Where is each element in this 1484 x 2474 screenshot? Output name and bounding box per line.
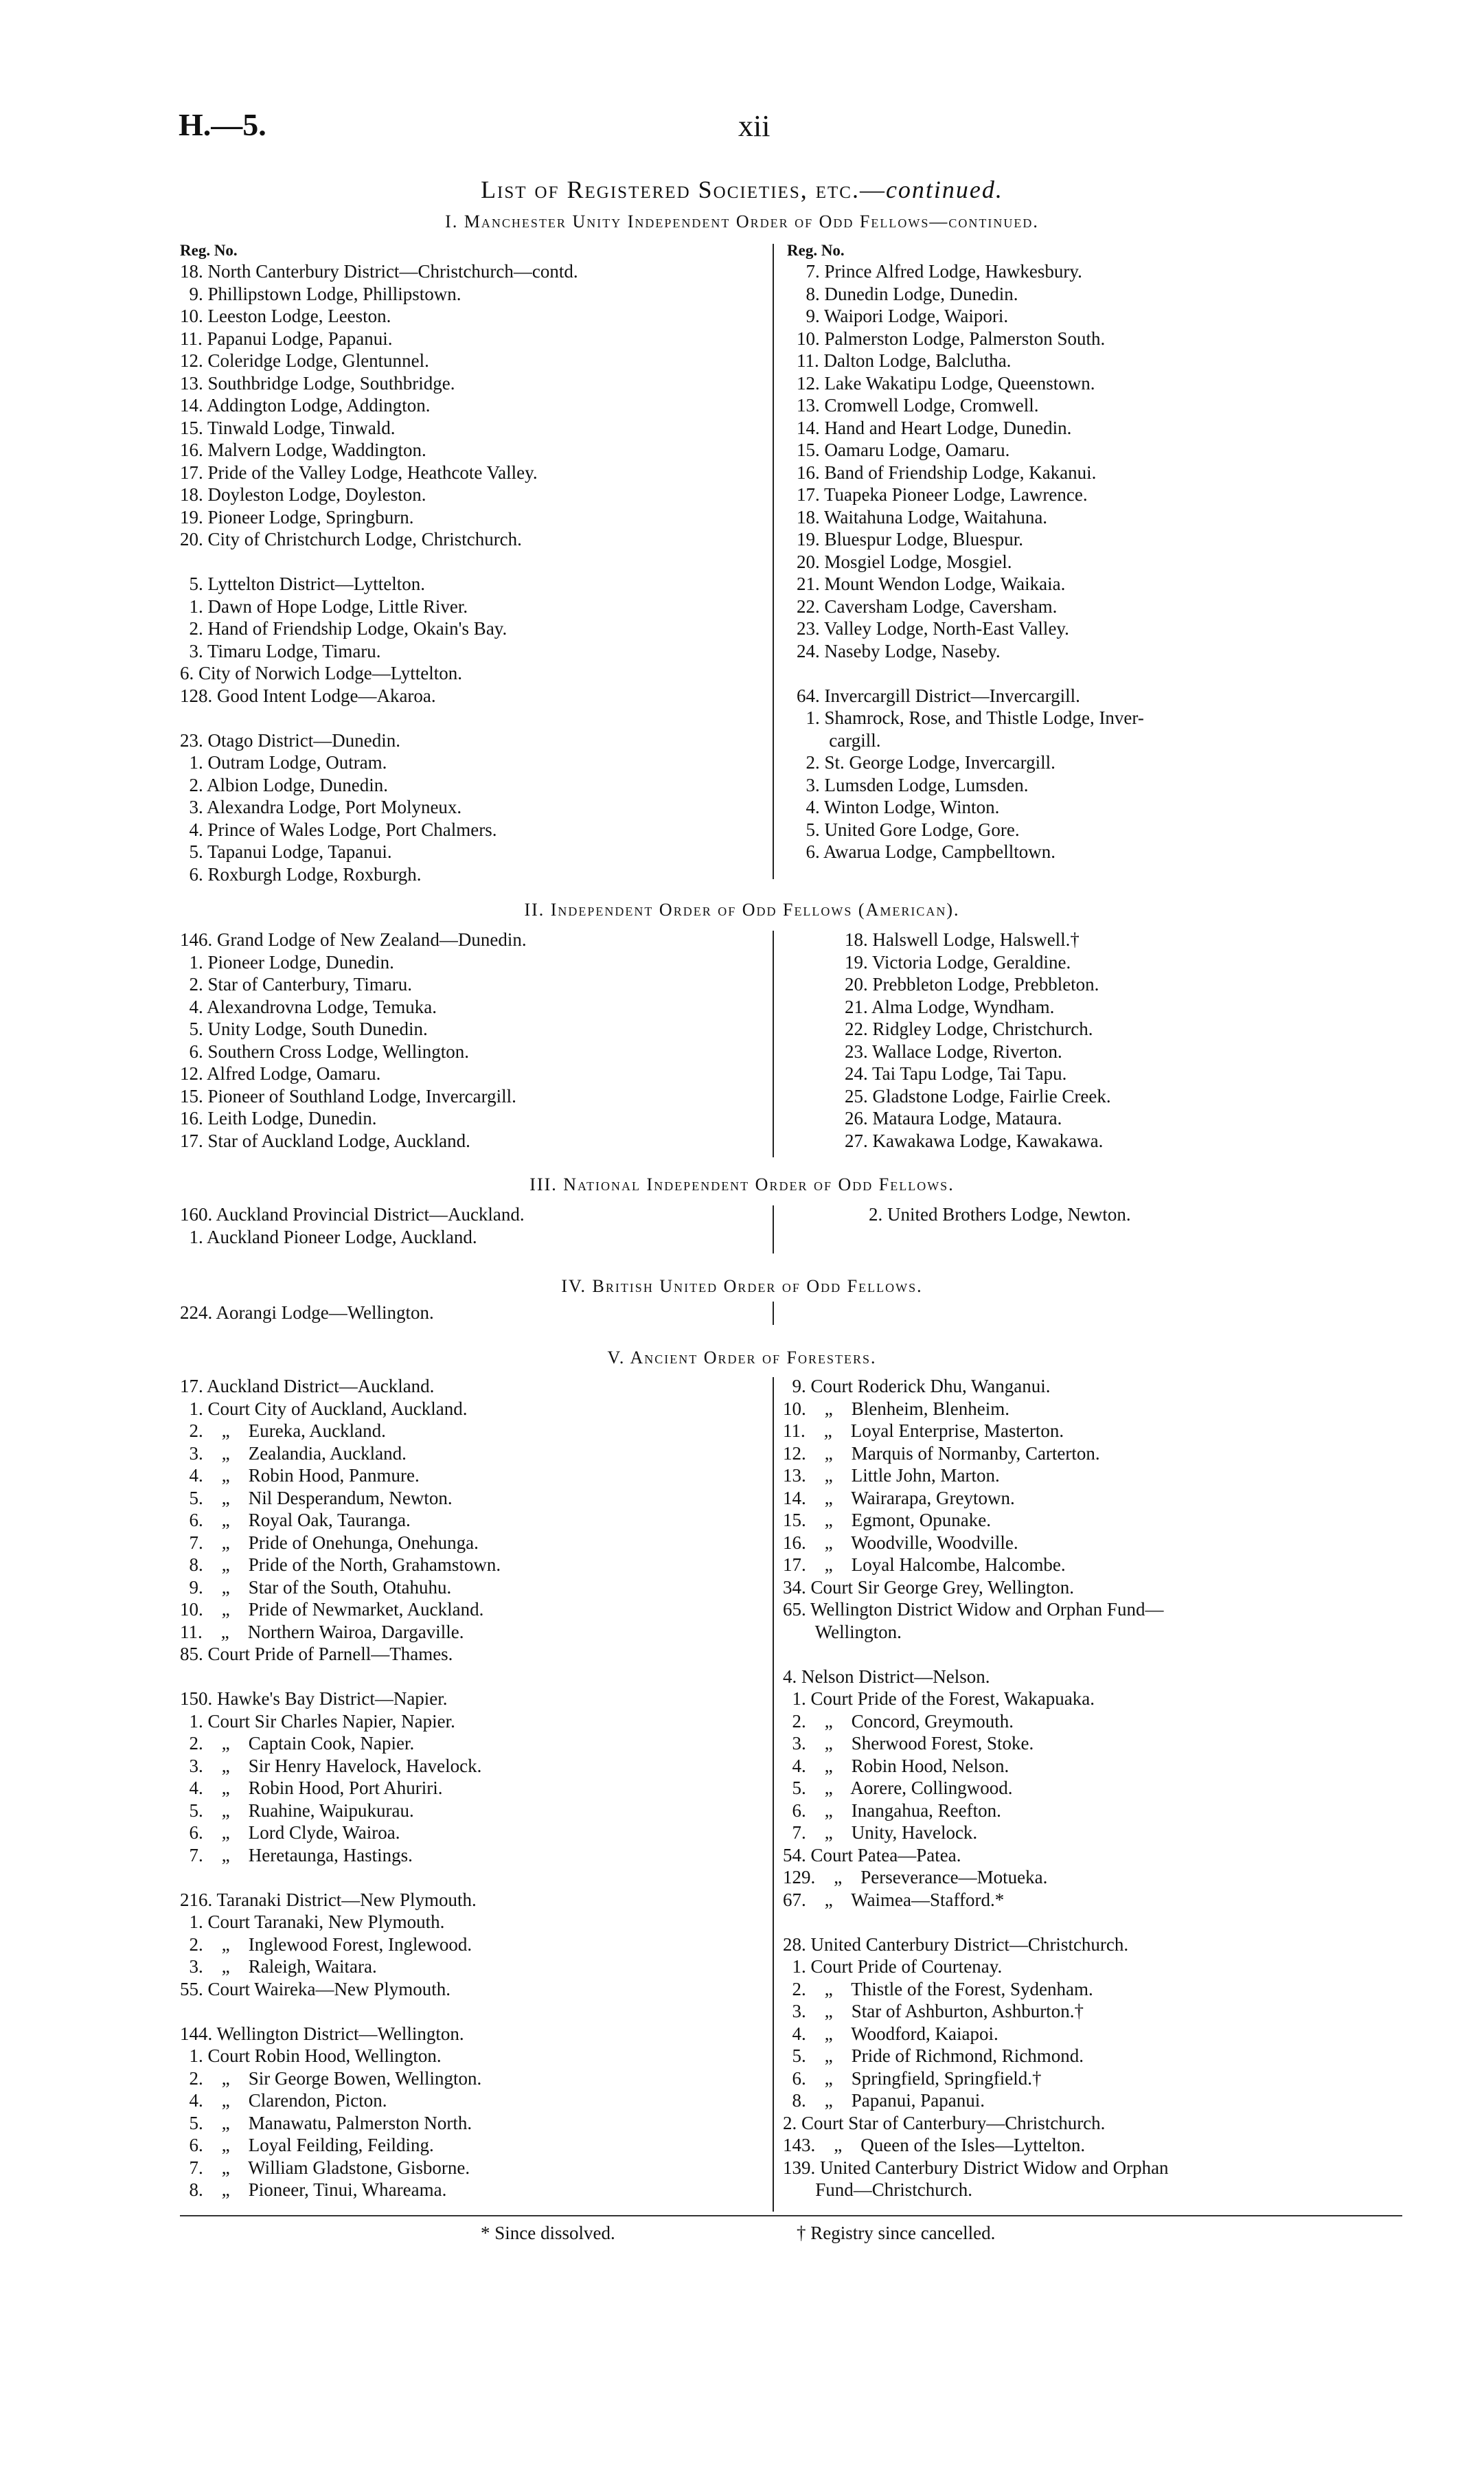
list-item: 5. Tapanui Lodge, Tapanui. (180, 841, 392, 862)
list-item: 4. „ Robin Hood, Nelson. (783, 1755, 1009, 1776)
list-item: 1. Court Robin Hood, Wellington. (180, 2045, 442, 2066)
list-item: 3. Lumsden Lodge, Lumsden. (797, 774, 1029, 795)
list-item (783, 1911, 1169, 1933)
list-item: 129. „ Perseverance—Motueka. (783, 1867, 1048, 1887)
document-reference: H.—5. (179, 107, 266, 142)
list-item: 65. Wellington District Widow and Orphan Fund— (783, 1599, 1164, 1620)
list-item: 9. Court Roderick Dhu, Wanganui. (783, 1376, 1051, 1396)
list-item: 24. Naseby Lodge, Naseby. (797, 640, 1001, 661)
list-item: 16. Band of Friendship Lodge, Kakanui. (797, 462, 1097, 483)
list-item: 14. Addington Lodge, Addington. (180, 395, 431, 416)
list-item: 6. „ Springfield, Springfield.† (783, 2067, 1042, 2089)
list-item: 5. Unity Lodge, South Dunedin. (180, 1019, 428, 1039)
list-item: 6. Awarua Lodge, Campbelltown. (797, 841, 1055, 862)
list-item: 6. Southern Cross Lodge, Wellington. (180, 1041, 470, 1062)
list-item: 21. Mount Wendon Lodge, Waikaia. (797, 574, 1066, 594)
list-item: 1. Court Pride of Courtenay. (783, 1956, 1003, 1977)
list-item (797, 662, 1144, 685)
list-item: 3. „ Sir Henry Havelock, Havelock. (180, 1755, 482, 1776)
list-item: 9. Phillipstown Lodge, Phillipstown. (180, 283, 461, 304)
list-item: 22. Caversham Lodge, Caversham. (797, 595, 1058, 617)
footnote-rule (180, 2215, 1402, 2216)
section-heading-2: II. Independent Order of Odd Fellows (American). (524, 900, 960, 920)
list-item: 18. North Canterbury District—Christchurch—contd. (180, 261, 578, 282)
list-item: 2. Court Star of Canterbury—Christchurch. (783, 2112, 1106, 2133)
reg-no-label-right: Reg. No. (787, 242, 845, 259)
list-item: 5. „ Nil Desperandum, Newton. (180, 1487, 453, 1508)
list-item: 6. City of Norwich Lodge—Lyttelton. (180, 663, 462, 683)
list-item: 4. „ Woodford, Kaiapoi. (783, 2023, 998, 2044)
list-item: 16. Malvern Lodge, Waddington. (180, 440, 426, 460)
list-item: 26. Mataura Lodge, Mataura. (845, 1108, 1062, 1128)
list-item: 128. Good Intent Lodge—Akaroa. (180, 685, 436, 706)
list-item: 17. Auckland District—Auckland. (180, 1376, 435, 1396)
reg-no-label-left: Reg. No. (180, 242, 238, 259)
list-item: 34. Court Sir George Grey, Wellington. (783, 1576, 1075, 1598)
list-item: 16. Leith Lodge, Dunedin. (180, 1108, 377, 1128)
list-item: 17. „ Loyal Halcombe, Halcombe. (783, 1554, 1066, 1575)
list-item: 20. Mosgiel Lodge, Mosgiel. (797, 551, 1012, 572)
list-item: 11. „ Loyal Enterprise, Masterton. (783, 1420, 1064, 1441)
column-divider (773, 1205, 774, 1253)
list-item: 12. Lake Wakatipu Lodge, Queenstown. (797, 372, 1095, 394)
list-item: 13. „ Little John, Marton. (783, 1465, 1000, 1486)
list-item: 22. Ridgley Lodge, Christchurch. (845, 1019, 1093, 1039)
list-item: cargill. (797, 729, 881, 751)
list-item: 15. Oamaru Lodge, Oamaru. (797, 440, 1010, 460)
list-item: 7. „ Pride of Onehunga, Onehunga. (180, 1532, 479, 1553)
list-item: 139. United Canterbury District Widow and Orphan (783, 2157, 1169, 2178)
list-item: 27. Kawakawa Lodge, Kawakawa. (845, 1130, 1104, 1151)
list-item: 7. Prince Alfred Lodge, Hawkesbury. (797, 261, 1082, 282)
list-item: 15. „ Egmont, Opunake. (783, 1510, 991, 1530)
list-item: 19. Pioneer Lodge, Springburn. (180, 506, 414, 527)
list-item: 216. Taranaki District—New Plymouth. (180, 1889, 477, 1910)
list-item: 23. Wallace Lodge, Riverton. (845, 1041, 1062, 1062)
list-item: 5. „ Pride of Richmond, Richmond. (783, 2045, 1084, 2066)
list-item: 2. St. George Lodge, Invercargill. (797, 752, 1055, 773)
list-item: 6. „ Lord Clyde, Wairoa. (180, 1822, 400, 1843)
list-item: 17. Star of Auckland Lodge, Auckland. (180, 1130, 470, 1151)
list-item: 1. Shamrock, Rose, and Thistle Lodge, Inver- (797, 707, 1144, 728)
footnote-dissolved: * Since dissolved. (481, 2223, 615, 2243)
list-item: 11. „ Northern Wairoa, Dargaville. (180, 1621, 464, 1642)
list-item (180, 1866, 501, 1889)
list-item: 16. „ Woodville, Woodville. (783, 1532, 1018, 1553)
list-item: 10. „ Blenheim, Blenheim. (783, 1398, 1009, 1419)
list-item: 4. Prince of Wales Lodge, Port Chalmers. (180, 819, 497, 840)
list-item: 10. Palmerston Lodge, Palmerston South. (797, 328, 1106, 349)
block3-left-list (180, 1203, 525, 1248)
list-item: 1. Outram Lodge, Outram. (180, 752, 387, 773)
list-item: 14. „ Wairarapa, Greytown. (783, 1487, 1015, 1508)
page-title (0, 175, 1484, 204)
list-item: 7. „ Heretaunga, Hastings. (180, 1844, 413, 1865)
list-item: 9. Waipori Lodge, Waipori. (797, 306, 1009, 326)
list-item: 24. Tai Tapu Lodge, Tai Tapu. (845, 1063, 1067, 1084)
list-item: 17. Pride of the Valley Lodge, Heathcote Valley. (180, 462, 538, 483)
list-item: 8. „ Pioneer, Tinui, Whareama. (180, 2179, 447, 2200)
section-heading-1: I. Manchester Unity Independent Order of Odd Fellows—continued. (445, 212, 1039, 231)
list-item: 20. City of Christchurch Lodge, Christchurch. (180, 529, 522, 549)
list-item: 4. Alexandrovna Lodge, Temuka. (180, 996, 437, 1017)
list-item: 13. Cromwell Lodge, Cromwell. (797, 395, 1039, 416)
block1-right-list (797, 260, 1144, 863)
list-item: 3. „ Star of Ashburton, Ashburton.† (783, 2001, 1084, 2021)
list-item: 1. Court Taranaki, New Plymouth. (180, 1911, 445, 1932)
list-item: 7. „ William Gladstone, Gisborne. (180, 2157, 470, 2178)
list-item: 2. „ Captain Cook, Napier. (180, 1733, 415, 1754)
list-item: 160. Auckland Provincial District—Auckland. (180, 1204, 525, 1225)
block1-left-list (180, 260, 578, 885)
list-item: 143. „ Queen of the Isles—Lyttelton. (783, 2135, 1086, 2155)
list-item: 146. Grand Lodge of New Zealand—Dunedin. (180, 929, 527, 950)
list-item: 20. Prebbleton Lodge, Prebbleton. (845, 974, 1099, 995)
section-heading-3: III. National Independent Order of Odd Fellows. (529, 1174, 955, 1194)
list-item: 1. Pioneer Lodge, Dunedin. (180, 951, 394, 973)
list-item: 10. Leeston Lodge, Leeston. (180, 306, 391, 326)
list-item: 6. Roxburgh Lodge, Roxburgh. (180, 863, 422, 885)
list-item: 4. „ Robin Hood, Panmure. (180, 1465, 420, 1486)
list-item: 2. „ Eureka, Auckland. (180, 1420, 386, 1441)
list-item: 1. Dawn of Hope Lodge, Little River. (180, 595, 468, 617)
list-item: 23. Otago District—Dunedin. (180, 729, 400, 751)
list-item: 5. „ Ruahine, Waipukurau. (180, 1800, 414, 1821)
list-item: Wellington. (783, 1621, 902, 1642)
list-item: 2. „ Concord, Greymouth. (783, 1710, 1014, 1732)
list-item: 64. Invercargill District—Invercargill. (797, 685, 1080, 706)
list-item: 21. Alma Lodge, Wyndham. (845, 996, 1055, 1017)
column-divider (773, 1377, 774, 2212)
list-item: 1. Court Pride of the Forest, Wakapuaka. (783, 1688, 1095, 1709)
list-item: 1. Court City of Auckland, Auckland. (180, 1398, 468, 1419)
list-item: 12. Coleridge Lodge, Glentunnel. (180, 350, 429, 371)
list-item: 5. „ Aorere, Collingwood. (783, 1778, 1013, 1798)
list-item: 28. United Canterbury District—Christchurch. (783, 1933, 1129, 1955)
list-item: 4. Nelson District—Nelson. (783, 1666, 990, 1687)
list-item: 5. United Gore Lodge, Gore. (797, 819, 1020, 840)
list-item: 2. „ Thistle of the Forest, Sydenham. (783, 1978, 1093, 1999)
list-item: 3. Timaru Lodge, Timaru. (180, 640, 381, 661)
page-number: xii (738, 109, 770, 143)
list-item: 11. Papanui Lodge, Papanui. (180, 328, 393, 349)
list-item: 3. „ Sherwood Forest, Stoke. (783, 1733, 1034, 1754)
list-item: 150. Hawke's Bay District—Napier. (180, 1688, 448, 1709)
list-item (783, 1643, 1169, 1666)
list-item: 3. „ Zealandia, Auckland. (180, 1442, 407, 1464)
list-item: 15. Pioneer of Southland Lodge, Invercargill. (180, 1085, 516, 1107)
section-heading-5: V. Ancient Order of Foresters. (607, 1348, 877, 1367)
list-item: 17. Tuapeka Pioneer Lodge, Lawrence. (797, 484, 1088, 505)
list-item: 12. Alfred Lodge, Oamaru. (180, 1063, 381, 1084)
title-main: List of Registered Societies, etc.— (481, 176, 886, 203)
block4-left-list (180, 1302, 434, 1324)
list-item: 85. Court Pride of Parnell—Thames. (180, 1644, 453, 1664)
list-item: 19. Victoria Lodge, Geraldine. (845, 951, 1071, 973)
list-item: 2. „ Sir George Bowen, Wellington. (180, 2067, 482, 2089)
list-item: 144. Wellington District—Wellington. (180, 2023, 464, 2044)
column-divider (773, 1302, 774, 1325)
section-heading-4: IV. British United Order of Odd Fellows. (561, 1276, 923, 1296)
list-item: 67. „ Waimea—Stafford.* (783, 1889, 1005, 1910)
block2-right-list (845, 929, 1111, 1152)
footnote-cancelled: † Registry since cancelled. (797, 2223, 996, 2243)
list-item: 23. Valley Lodge, North-East Valley. (797, 618, 1069, 639)
list-item: 18. Doyleston Lodge, Doyleston. (180, 484, 426, 505)
list-item: 8. Dunedin Lodge, Dunedin. (797, 283, 1018, 304)
list-item: 18. Waitahuna Lodge, Waitahuna. (797, 506, 1048, 527)
list-item: 5. „ Manawatu, Palmerston North. (180, 2112, 472, 2133)
list-item (180, 707, 578, 729)
list-item: 1. Court Sir Charles Napier, Napier. (180, 1710, 455, 1732)
list-item: 2. „ Inglewood Forest, Inglewood. (180, 1933, 472, 1955)
list-item: 4. Winton Lodge, Winton. (797, 797, 1000, 817)
title-continued: continued. (885, 176, 1003, 203)
list-item: 9. „ Star of the South, Otahuhu. (180, 1576, 452, 1598)
list-item: 12. „ Marquis of Normanby, Carterton. (783, 1442, 1100, 1464)
block5-right-list (783, 1375, 1169, 2201)
list-item: 19. Bluespur Lodge, Bluespur. (797, 529, 1023, 549)
list-item: 54. Court Patea—Patea. (783, 1844, 961, 1865)
list-item: 7. „ Unity, Havelock. (783, 1822, 978, 1843)
list-item (180, 2000, 501, 2023)
list-item: 8. „ Pride of the North, Grahamstown. (180, 1554, 501, 1575)
list-item: 2. United Brothers Lodge, Newton. (869, 1204, 1131, 1225)
list-item (180, 551, 578, 574)
list-item: 18. Halswell Lodge, Halswell.† (845, 929, 1080, 950)
list-item: 13. Southbridge Lodge, Southbridge. (180, 372, 455, 394)
block5-left-list (180, 1375, 501, 2201)
list-item: 3. „ Raleigh, Waitara. (180, 1956, 377, 1977)
list-item: 2. Star of Canterbury, Timaru. (180, 974, 412, 995)
list-item: 4. „ Clarendon, Picton. (180, 2090, 387, 2111)
list-item: 6. „ Loyal Feilding, Feilding. (180, 2135, 434, 2155)
list-item: 5. Lyttelton District—Lyttelton. (180, 574, 425, 594)
list-item: 1. Auckland Pioneer Lodge, Auckland. (180, 1226, 477, 1247)
block2-left-list (180, 929, 527, 1152)
list-item: 4. „ Robin Hood, Port Ahuriri. (180, 1778, 443, 1798)
list-item: 224. Aorangi Lodge—Wellington. (180, 1302, 434, 1323)
list-item: 6. „ Royal Oak, Tauranga. (180, 1510, 411, 1530)
list-item: 11. Dalton Lodge, Balclutha. (797, 350, 1012, 371)
list-item: 15. Tinwald Lodge, Tinwald. (180, 417, 396, 438)
list-item: 14. Hand and Heart Lodge, Dunedin. (797, 417, 1072, 438)
column-divider (773, 931, 774, 1157)
list-item: 25. Gladstone Lodge, Fairlie Creek. (845, 1085, 1111, 1107)
list-item: 55. Court Waireka—New Plymouth. (180, 1978, 451, 1999)
list-item: 2. Hand of Friendship Lodge, Okain's Bay. (180, 618, 507, 639)
list-item: Fund—Christchurch. (783, 2179, 972, 2200)
block3-right-list (869, 1203, 1131, 1226)
list-item: 8. „ Papanui, Papanui. (783, 2090, 985, 2111)
list-item: 2. Albion Lodge, Dunedin. (180, 774, 388, 795)
list-item (180, 1666, 501, 1688)
list-item: 6. „ Inangahua, Reefton. (783, 1800, 1001, 1821)
list-item: 3. Alexandra Lodge, Port Molyneux. (180, 797, 462, 817)
list-item: 10. „ Pride of Newmarket, Auckland. (180, 1599, 484, 1620)
column-divider (773, 244, 774, 879)
